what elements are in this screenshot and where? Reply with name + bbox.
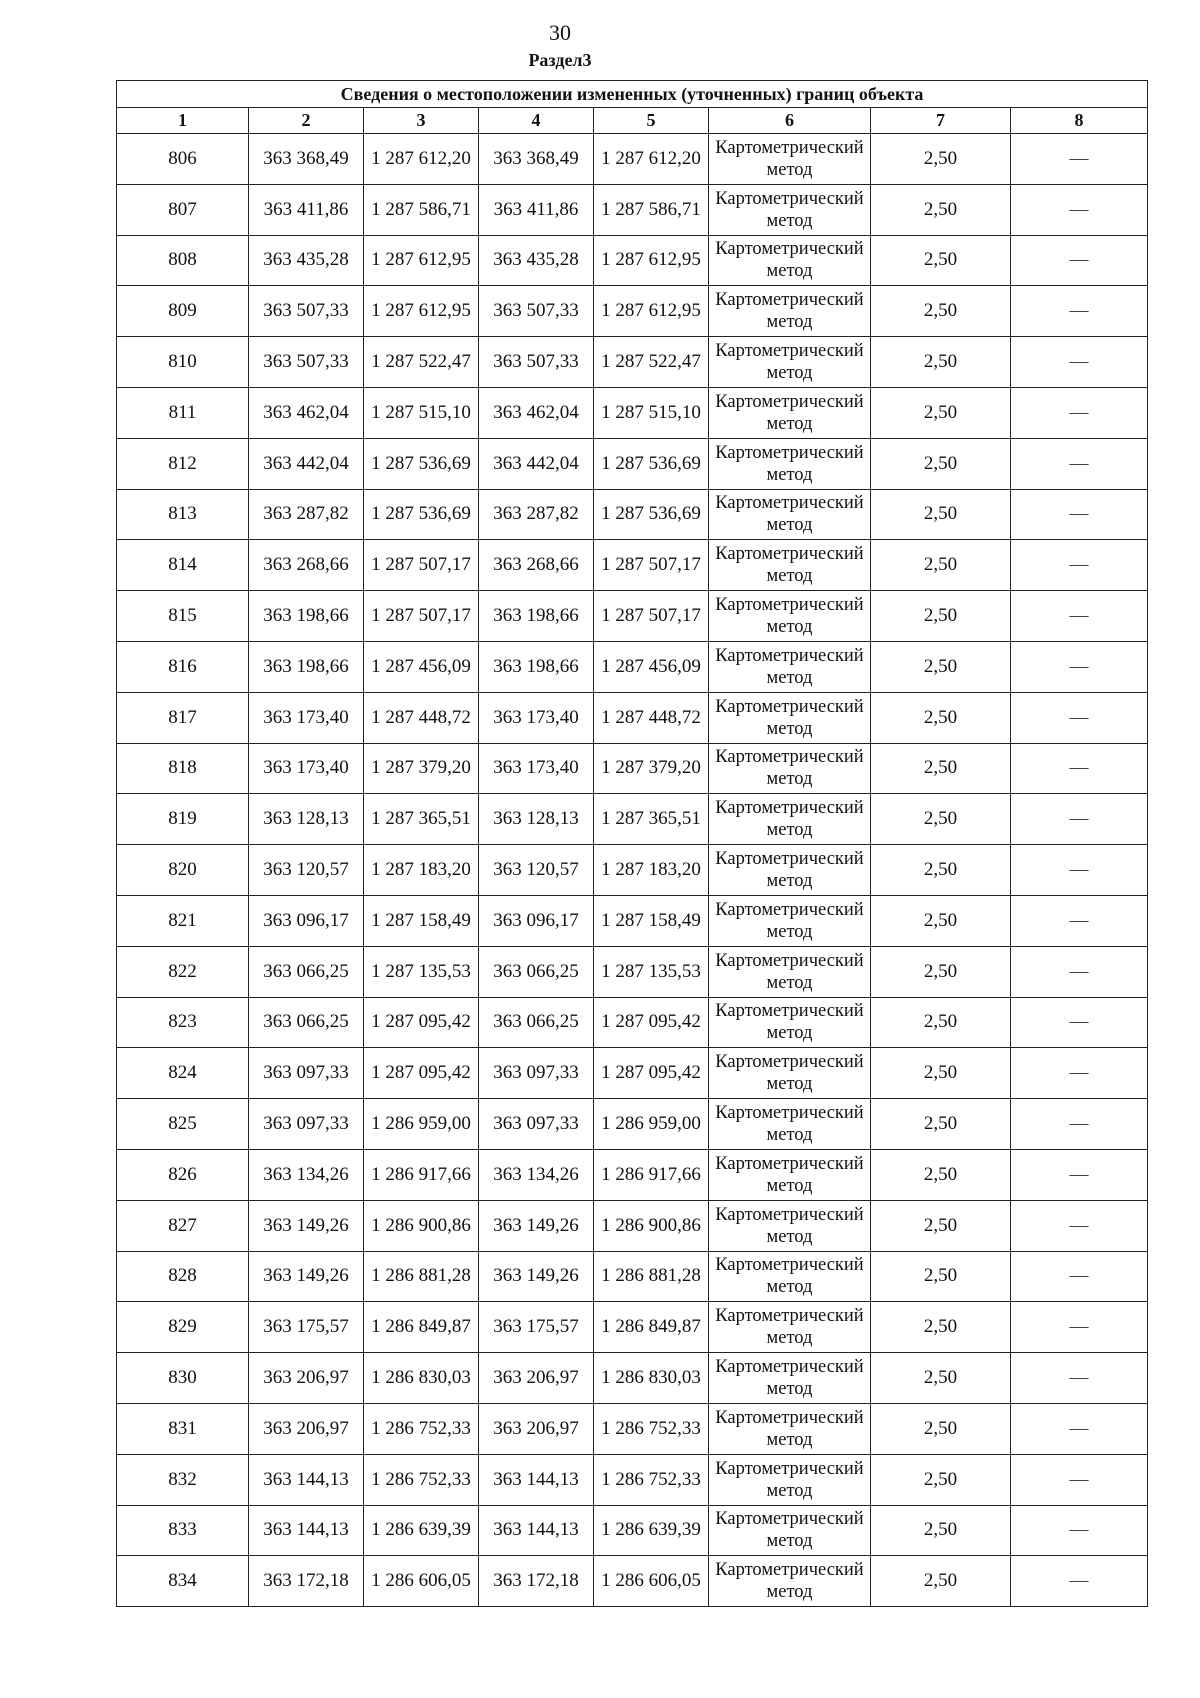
- cell-accuracy: 2,50: [871, 895, 1011, 946]
- cell-description: —: [1011, 1099, 1148, 1150]
- table-row: [117, 489, 1148, 540]
- cell-existing-y: 1 287 456,09: [364, 641, 479, 692]
- cell-accuracy: 2,50: [871, 1149, 1011, 1200]
- cell-determination-method: Картометрический метод: [709, 337, 871, 388]
- cell-accuracy: 2,50: [871, 438, 1011, 489]
- cell-new-y: 1 287 515,10: [594, 387, 709, 438]
- table-row: [117, 845, 1148, 896]
- cell-existing-y: 1 287 612,20: [364, 134, 479, 185]
- cell-accuracy: 2,50: [871, 387, 1011, 438]
- cell-description: —: [1011, 286, 1148, 337]
- cell-existing-x: 363 066,25: [249, 946, 364, 997]
- column-number: 7: [871, 108, 1011, 134]
- cell-new-y: 1 287 158,49: [594, 895, 709, 946]
- cell-existing-y: 1 286 830,03: [364, 1353, 479, 1404]
- cell-determination-method: Картометрический метод: [709, 184, 871, 235]
- cell-point-number: 833: [117, 1505, 249, 1556]
- cell-description: —: [1011, 1403, 1148, 1454]
- cell-determination-method: Картометрический метод: [709, 997, 871, 1048]
- cell-existing-x: 363 128,13: [249, 794, 364, 845]
- cell-point-number: 828: [117, 1251, 249, 1302]
- cell-description: —: [1011, 1048, 1148, 1099]
- cell-point-number: 829: [117, 1302, 249, 1353]
- cell-new-x: 363 462,04: [479, 387, 594, 438]
- table-row: [117, 438, 1148, 489]
- cell-existing-x: 363 268,66: [249, 540, 364, 591]
- cell-point-number: 827: [117, 1200, 249, 1251]
- cell-accuracy: 2,50: [871, 286, 1011, 337]
- table-row: [117, 1048, 1148, 1099]
- column-number: 4: [479, 108, 594, 134]
- cell-existing-y: 1 287 515,10: [364, 387, 479, 438]
- cell-existing-y: 1 286 881,28: [364, 1251, 479, 1302]
- cell-determination-method: Картометрический метод: [709, 1048, 871, 1099]
- cell-determination-method: Картометрический метод: [709, 286, 871, 337]
- cell-accuracy: 2,50: [871, 1505, 1011, 1556]
- cell-existing-x: 363 206,97: [249, 1353, 364, 1404]
- cell-description: —: [1011, 184, 1148, 235]
- cell-new-y: 1 287 536,69: [594, 438, 709, 489]
- cell-new-y: 1 286 606,05: [594, 1556, 709, 1607]
- cell-determination-method: Картометрический метод: [709, 235, 871, 286]
- cell-point-number: 820: [117, 845, 249, 896]
- cell-new-x: 363 206,97: [479, 1353, 594, 1404]
- table-row: [117, 134, 1148, 185]
- cell-description: —: [1011, 1353, 1148, 1404]
- cell-determination-method: Картометрический метод: [709, 1302, 871, 1353]
- cell-accuracy: 2,50: [871, 692, 1011, 743]
- cell-new-x: 363 507,33: [479, 286, 594, 337]
- cell-determination-method: Картометрический метод: [709, 1403, 871, 1454]
- cell-existing-x: 363 097,33: [249, 1048, 364, 1099]
- cell-accuracy: 2,50: [871, 997, 1011, 1048]
- cell-new-x: 363 507,33: [479, 337, 594, 388]
- cell-description: —: [1011, 1454, 1148, 1505]
- table-body: [117, 134, 1148, 1607]
- cell-new-x: 363 144,13: [479, 1454, 594, 1505]
- cell-existing-x: 363 206,97: [249, 1403, 364, 1454]
- cell-existing-x: 363 435,28: [249, 235, 364, 286]
- cell-existing-y: 1 287 135,53: [364, 946, 479, 997]
- cell-existing-y: 1 286 752,33: [364, 1403, 479, 1454]
- cell-point-number: 831: [117, 1403, 249, 1454]
- cell-determination-method: Картометрический метод: [709, 641, 871, 692]
- cell-accuracy: 2,50: [871, 540, 1011, 591]
- table-row: [117, 1454, 1148, 1505]
- cell-existing-x: 363 173,40: [249, 692, 364, 743]
- cell-new-x: 363 368,49: [479, 134, 594, 185]
- column-number: 2: [249, 108, 364, 134]
- cell-existing-y: 1 287 507,17: [364, 540, 479, 591]
- cell-new-x: 363 175,57: [479, 1302, 594, 1353]
- boundary-coordinates-table: [116, 80, 1148, 1607]
- cell-new-x: 363 442,04: [479, 438, 594, 489]
- column-number: 3: [364, 108, 479, 134]
- cell-new-x: 363 097,33: [479, 1048, 594, 1099]
- cell-determination-method: Картометрический метод: [709, 540, 871, 591]
- cell-new-x: 363 149,26: [479, 1251, 594, 1302]
- cell-existing-x: 363 442,04: [249, 438, 364, 489]
- cell-new-x: 363 173,40: [479, 743, 594, 794]
- cell-accuracy: 2,50: [871, 489, 1011, 540]
- cell-existing-x: 363 096,17: [249, 895, 364, 946]
- cell-accuracy: 2,50: [871, 591, 1011, 642]
- cell-existing-x: 363 507,33: [249, 286, 364, 337]
- table-row: [117, 895, 1148, 946]
- column-number-row: [117, 108, 1148, 134]
- cell-point-number: 822: [117, 946, 249, 997]
- cell-existing-y: 1 287 536,69: [364, 438, 479, 489]
- cell-determination-method: Картометрический метод: [709, 743, 871, 794]
- cell-existing-x: 363 149,26: [249, 1251, 364, 1302]
- cell-point-number: 826: [117, 1149, 249, 1200]
- cell-point-number: 818: [117, 743, 249, 794]
- cell-new-x: 363 435,28: [479, 235, 594, 286]
- cell-accuracy: 2,50: [871, 134, 1011, 185]
- cell-point-number: 824: [117, 1048, 249, 1099]
- cell-new-y: 1 286 752,33: [594, 1403, 709, 1454]
- cell-existing-y: 1 287 448,72: [364, 692, 479, 743]
- cell-new-x: 363 198,66: [479, 591, 594, 642]
- cell-new-y: 1 287 612,95: [594, 235, 709, 286]
- cell-new-y: 1 287 612,95: [594, 286, 709, 337]
- cell-accuracy: 2,50: [871, 641, 1011, 692]
- cell-determination-method: Картометрический метод: [709, 1149, 871, 1200]
- cell-point-number: 830: [117, 1353, 249, 1404]
- cell-point-number: 814: [117, 540, 249, 591]
- cell-accuracy: 2,50: [871, 1200, 1011, 1251]
- cell-existing-y: 1 286 752,33: [364, 1454, 479, 1505]
- table-row: [117, 1251, 1148, 1302]
- cell-new-x: 363 287,82: [479, 489, 594, 540]
- cell-new-y: 1 287 095,42: [594, 997, 709, 1048]
- cell-determination-method: Картометрический метод: [709, 692, 871, 743]
- cell-new-x: 363 128,13: [479, 794, 594, 845]
- cell-existing-y: 1 287 365,51: [364, 794, 479, 845]
- cell-point-number: 816: [117, 641, 249, 692]
- cell-existing-y: 1 286 959,00: [364, 1099, 479, 1150]
- cell-point-number: 834: [117, 1556, 249, 1607]
- cell-determination-method: Картометрический метод: [709, 387, 871, 438]
- cell-point-number: 821: [117, 895, 249, 946]
- cell-point-number: 806: [117, 134, 249, 185]
- table-row: [117, 1505, 1148, 1556]
- cell-new-y: 1 287 183,20: [594, 845, 709, 896]
- cell-accuracy: 2,50: [871, 1099, 1011, 1150]
- cell-existing-y: 1 287 522,47: [364, 337, 479, 388]
- cell-point-number: 819: [117, 794, 249, 845]
- cell-accuracy: 2,50: [871, 794, 1011, 845]
- cell-new-y: 1 287 586,71: [594, 184, 709, 235]
- cell-existing-x: 363 462,04: [249, 387, 364, 438]
- column-number: 1: [117, 108, 249, 134]
- table-row: [117, 1403, 1148, 1454]
- cell-accuracy: 2,50: [871, 1353, 1011, 1404]
- cell-description: —: [1011, 489, 1148, 540]
- table-row: [117, 1556, 1148, 1607]
- cell-accuracy: 2,50: [871, 845, 1011, 896]
- cell-existing-y: 1 286 849,87: [364, 1302, 479, 1353]
- cell-new-x: 363 134,26: [479, 1149, 594, 1200]
- cell-point-number: 812: [117, 438, 249, 489]
- cell-description: —: [1011, 845, 1148, 896]
- cell-new-x: 363 411,86: [479, 184, 594, 235]
- cell-determination-method: Картометрический метод: [709, 1353, 871, 1404]
- cell-existing-y: 1 287 158,49: [364, 895, 479, 946]
- cell-new-x: 363 066,25: [479, 997, 594, 1048]
- table-row: [117, 794, 1148, 845]
- cell-new-y: 1 287 612,20: [594, 134, 709, 185]
- cell-existing-x: 363 175,57: [249, 1302, 364, 1353]
- cell-description: —: [1011, 692, 1148, 743]
- cell-existing-x: 363 120,57: [249, 845, 364, 896]
- table-row: [117, 997, 1148, 1048]
- cell-accuracy: 2,50: [871, 946, 1011, 997]
- cell-existing-y: 1 287 183,20: [364, 845, 479, 896]
- cell-existing-y: 1 287 379,20: [364, 743, 479, 794]
- cell-new-y: 1 287 379,20: [594, 743, 709, 794]
- cell-existing-x: 363 066,25: [249, 997, 364, 1048]
- cell-new-x: 363 144,13: [479, 1505, 594, 1556]
- cell-determination-method: Картометрический метод: [709, 1556, 871, 1607]
- cell-description: —: [1011, 743, 1148, 794]
- table-row: [117, 286, 1148, 337]
- table-row: [117, 337, 1148, 388]
- cell-new-y: 1 287 456,09: [594, 641, 709, 692]
- cell-description: —: [1011, 946, 1148, 997]
- cell-determination-method: Картометрический метод: [709, 895, 871, 946]
- table-row: [117, 1099, 1148, 1150]
- cell-new-y: 1 287 536,69: [594, 489, 709, 540]
- cell-description: —: [1011, 134, 1148, 185]
- cell-determination-method: Картометрический метод: [709, 794, 871, 845]
- cell-new-x: 363 149,26: [479, 1200, 594, 1251]
- cell-description: —: [1011, 997, 1148, 1048]
- cell-new-x: 363 268,66: [479, 540, 594, 591]
- cell-new-y: 1 287 448,72: [594, 692, 709, 743]
- cell-new-x: 363 096,17: [479, 895, 594, 946]
- cell-accuracy: 2,50: [871, 1454, 1011, 1505]
- cell-determination-method: Картометрический метод: [709, 1454, 871, 1505]
- cell-existing-x: 363 411,86: [249, 184, 364, 235]
- cell-accuracy: 2,50: [871, 1302, 1011, 1353]
- cell-new-y: 1 286 881,28: [594, 1251, 709, 1302]
- cell-new-x: 363 173,40: [479, 692, 594, 743]
- cell-existing-x: 363 172,18: [249, 1556, 364, 1607]
- cell-determination-method: Картометрический метод: [709, 438, 871, 489]
- cell-existing-y: 1 287 095,42: [364, 997, 479, 1048]
- cell-determination-method: Картометрический метод: [709, 1200, 871, 1251]
- cell-point-number: 813: [117, 489, 249, 540]
- table-row: [117, 641, 1148, 692]
- table-row: [117, 591, 1148, 642]
- cell-accuracy: 2,50: [871, 1403, 1011, 1454]
- cell-new-y: 1 286 830,03: [594, 1353, 709, 1404]
- cell-new-y: 1 286 959,00: [594, 1099, 709, 1150]
- cell-existing-y: 1 287 612,95: [364, 286, 479, 337]
- table-row: [117, 743, 1148, 794]
- cell-point-number: 808: [117, 235, 249, 286]
- cell-determination-method: Картометрический метод: [709, 489, 871, 540]
- cell-new-x: 363 198,66: [479, 641, 594, 692]
- cell-accuracy: 2,50: [871, 743, 1011, 794]
- table-row: [117, 235, 1148, 286]
- cell-existing-x: 363 134,26: [249, 1149, 364, 1200]
- cell-new-y: 1 287 095,42: [594, 1048, 709, 1099]
- table-row: [117, 540, 1148, 591]
- table-caption: Сведения о местоположении измененных (уточненных) границ объекта: [117, 81, 1148, 108]
- cell-description: —: [1011, 895, 1148, 946]
- cell-existing-x: 363 507,33: [249, 337, 364, 388]
- cell-existing-y: 1 286 917,66: [364, 1149, 479, 1200]
- cell-existing-y: 1 287 507,17: [364, 591, 479, 642]
- cell-point-number: 823: [117, 997, 249, 1048]
- table-row: [117, 946, 1148, 997]
- cell-description: —: [1011, 794, 1148, 845]
- cell-existing-x: 363 144,13: [249, 1505, 364, 1556]
- cell-new-y: 1 286 639,39: [594, 1505, 709, 1556]
- cell-determination-method: Картометрический метод: [709, 946, 871, 997]
- table-row: [117, 387, 1148, 438]
- cell-new-y: 1 286 900,86: [594, 1200, 709, 1251]
- cell-description: —: [1011, 337, 1148, 388]
- cell-determination-method: Картометрический метод: [709, 845, 871, 896]
- cell-existing-x: 363 097,33: [249, 1099, 364, 1150]
- cell-point-number: 811: [117, 387, 249, 438]
- column-number: 8: [1011, 108, 1148, 134]
- cell-description: —: [1011, 1302, 1148, 1353]
- cell-accuracy: 2,50: [871, 235, 1011, 286]
- cell-point-number: 832: [117, 1454, 249, 1505]
- cell-new-y: 1 287 507,17: [594, 591, 709, 642]
- cell-determination-method: Картометрический метод: [709, 1099, 871, 1150]
- cell-existing-x: 363 287,82: [249, 489, 364, 540]
- cell-existing-y: 1 287 536,69: [364, 489, 479, 540]
- cell-point-number: 825: [117, 1099, 249, 1150]
- cell-description: —: [1011, 1251, 1148, 1302]
- table-row: [117, 184, 1148, 235]
- cell-existing-x: 363 149,26: [249, 1200, 364, 1251]
- cell-description: —: [1011, 1505, 1148, 1556]
- cell-existing-y: 1 287 586,71: [364, 184, 479, 235]
- cell-accuracy: 2,50: [871, 337, 1011, 388]
- cell-new-x: 363 172,18: [479, 1556, 594, 1607]
- table-row: [117, 692, 1148, 743]
- cell-point-number: 809: [117, 286, 249, 337]
- table-row: [117, 1200, 1148, 1251]
- cell-new-x: 363 066,25: [479, 946, 594, 997]
- cell-accuracy: 2,50: [871, 184, 1011, 235]
- cell-existing-y: 1 287 612,95: [364, 235, 479, 286]
- cell-description: —: [1011, 1200, 1148, 1251]
- cell-description: —: [1011, 591, 1148, 642]
- cell-point-number: 810: [117, 337, 249, 388]
- page-number: 30: [549, 20, 571, 45]
- table-row: [117, 1302, 1148, 1353]
- cell-existing-x: 363 198,66: [249, 641, 364, 692]
- cell-new-y: 1 286 917,66: [594, 1149, 709, 1200]
- cell-new-y: 1 286 849,87: [594, 1302, 709, 1353]
- cell-existing-x: 363 173,40: [249, 743, 364, 794]
- cell-new-x: 363 120,57: [479, 845, 594, 896]
- section-title: Раздел3: [528, 50, 592, 70]
- column-number: 6: [709, 108, 871, 134]
- cell-existing-y: 1 287 095,42: [364, 1048, 479, 1099]
- cell-new-y: 1 287 135,53: [594, 946, 709, 997]
- cell-point-number: 817: [117, 692, 249, 743]
- cell-new-y: 1 287 522,47: [594, 337, 709, 388]
- cell-existing-x: 363 144,13: [249, 1454, 364, 1505]
- cell-existing-x: 363 198,66: [249, 591, 364, 642]
- cell-description: —: [1011, 1556, 1148, 1607]
- cell-description: —: [1011, 540, 1148, 591]
- cell-determination-method: Картометрический метод: [709, 134, 871, 185]
- cell-new-x: 363 206,97: [479, 1403, 594, 1454]
- cell-determination-method: Картометрический метод: [709, 1505, 871, 1556]
- cell-existing-y: 1 286 900,86: [364, 1200, 479, 1251]
- cell-description: —: [1011, 438, 1148, 489]
- table-caption-row: [117, 81, 1148, 108]
- cell-existing-x: 363 368,49: [249, 134, 364, 185]
- cell-accuracy: 2,50: [871, 1048, 1011, 1099]
- cell-description: —: [1011, 1149, 1148, 1200]
- cell-determination-method: Картометрический метод: [709, 591, 871, 642]
- cell-point-number: 815: [117, 591, 249, 642]
- cell-new-y: 1 286 752,33: [594, 1454, 709, 1505]
- cell-new-y: 1 287 365,51: [594, 794, 709, 845]
- cell-description: —: [1011, 387, 1148, 438]
- table-row: [117, 1149, 1148, 1200]
- cell-accuracy: 2,50: [871, 1556, 1011, 1607]
- cell-description: —: [1011, 641, 1148, 692]
- column-number: 5: [594, 108, 709, 134]
- cell-new-y: 1 287 507,17: [594, 540, 709, 591]
- cell-description: —: [1011, 235, 1148, 286]
- cell-existing-y: 1 286 606,05: [364, 1556, 479, 1607]
- cell-determination-method: Картометрический метод: [709, 1251, 871, 1302]
- cell-point-number: 807: [117, 184, 249, 235]
- cell-existing-y: 1 286 639,39: [364, 1505, 479, 1556]
- cell-accuracy: 2,50: [871, 1251, 1011, 1302]
- cell-new-x: 363 097,33: [479, 1099, 594, 1150]
- table-row: [117, 1353, 1148, 1404]
